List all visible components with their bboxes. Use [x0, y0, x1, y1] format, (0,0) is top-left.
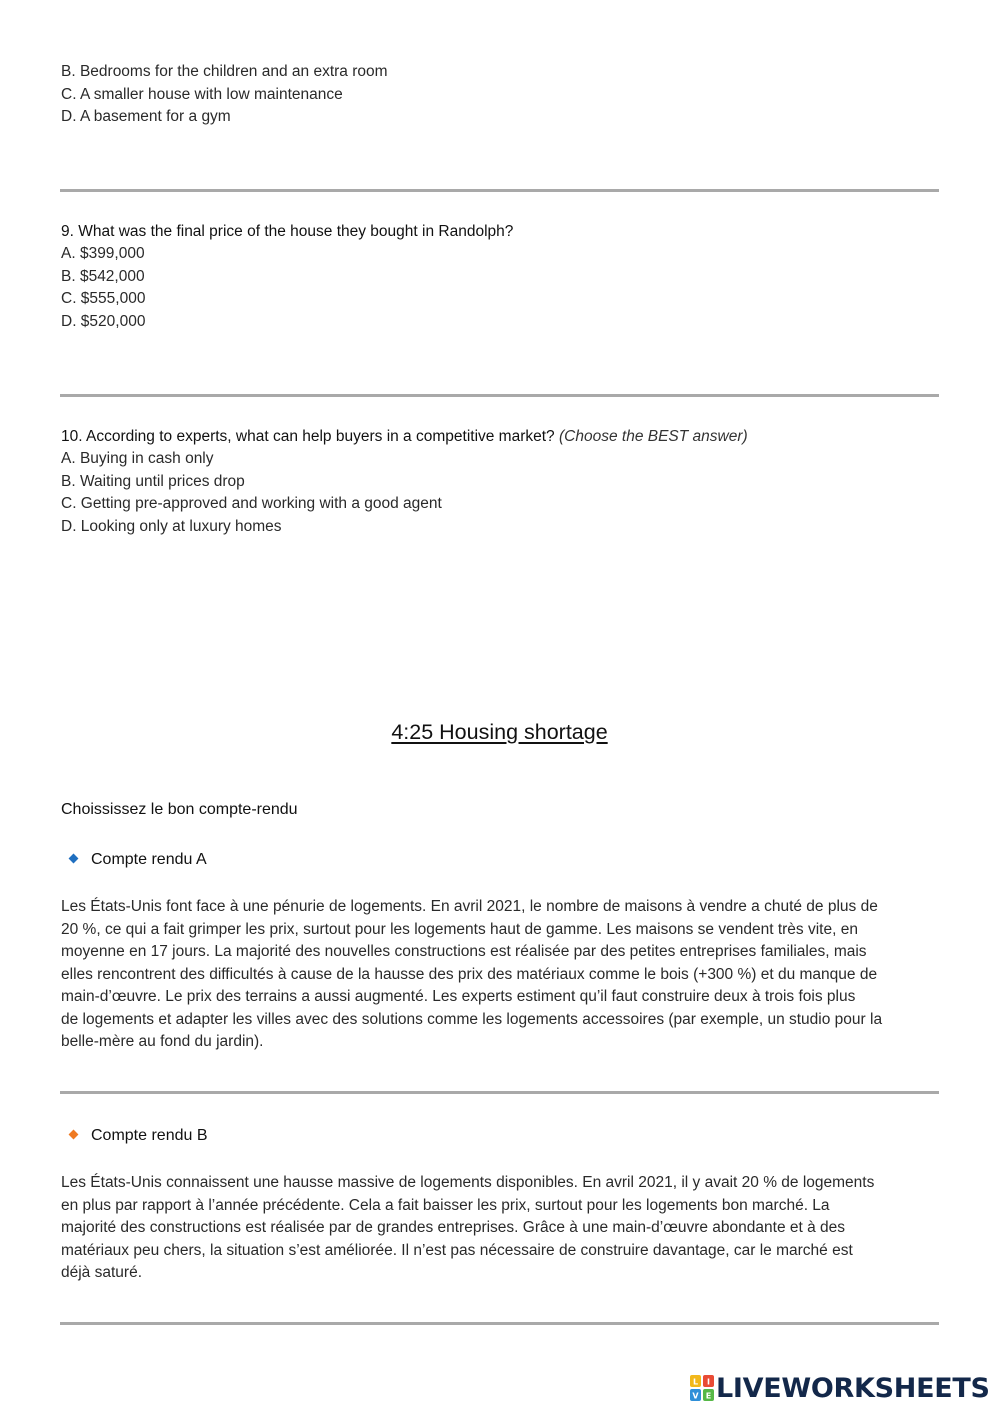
section-title	[0, 718, 999, 746]
summary-b-line: majorité des constructions est réalisée par de grandes entreprises. Grâce à une main-d’œuvre abondante et à des	[61, 1219, 846, 1236]
summary-a-line: belle-mère au fond du jardin).	[61, 1033, 264, 1050]
summary-b-line: matériaux peu chers, la situation s’est améliorée. Il n’est pas nécessaire de construire davantage, car le marché est	[61, 1241, 853, 1259]
summary-a-text	[61, 896, 946, 1054]
answer-divider	[60, 189, 939, 192]
summary-b-title-row	[68, 1125, 208, 1147]
svg-text:V: V	[692, 1391, 699, 1401]
q9-option-a: A. $399,000	[61, 245, 145, 262]
section-instruction: Choississez le bon compte-rendu	[61, 801, 298, 818]
q10-question: 10. According to experts, what can help buyers in a competitive market?	[61, 428, 555, 445]
q9-option-d: D. $520,000	[61, 313, 146, 330]
diamond-bullet-icon	[69, 853, 79, 863]
summary-b-line: Les États-Unis connaissent une hausse massive de logements disponibles. En avril 2021, il y avait 20 % de logements	[61, 1174, 875, 1191]
q10-option-b: B. Waiting until prices drop	[61, 473, 245, 490]
summary-a-title: Compte rendu A	[91, 851, 207, 868]
q9-option-b: B. $542,000	[61, 268, 145, 285]
summary-a-line: moyenne en 17 jours. La majorité des nouvelles constructions est réalisée par des petites entreprises familiales, mais	[61, 943, 867, 960]
answer-divider	[60, 1322, 939, 1325]
svg-text:L: L	[692, 1377, 699, 1387]
q8-option-b: B. Bedrooms for the children and an extra room	[61, 63, 388, 80]
summary-a-line: de logements et adapter les villes avec des solutions comme les logements accessoires (par exemple, un studio pour la	[61, 1010, 883, 1028]
q10-hint: (Choose the BEST answer)	[559, 428, 748, 445]
q8-option-c: C. A smaller house with low maintenance	[61, 86, 343, 103]
q10-question-line	[61, 426, 748, 449]
answer-divider	[60, 1091, 939, 1094]
svg-text:E: E	[705, 1391, 712, 1401]
q8-option-d: D. A basement for a gym	[61, 108, 231, 125]
q9-question: 9. What was the final price of the house they bought in Randolph?	[61, 223, 514, 240]
summary-a-line: main-d’œuvre. Le prix des terrains a aussi augmenté. Les experts estiment qu’il faut construire deux à trois fois plus	[61, 988, 856, 1005]
summary-b-title: Compte rendu B	[91, 1127, 208, 1144]
summary-b-text	[61, 1172, 946, 1285]
q9-option-c: C. $555,000	[61, 290, 146, 307]
answer-divider	[60, 394, 939, 397]
summary-b-line: en plus par rapport à l’année précédente. Cela a fait baisser les prix, surtout pour les logements bon marché. La	[61, 1196, 830, 1214]
summary-a-title-row	[68, 849, 207, 871]
q10-option-c: C. Getting pre-approved and working with a good agent	[61, 495, 442, 512]
q10-option-a: A. Buying in cash only	[61, 450, 214, 467]
summary-a-line: elles rencontrent des difficultés à cause de la hausse des prix des matériaux comme le bois (+300 %) et du manque de	[61, 965, 878, 983]
section-title-text: 4:25 Housing shortage	[391, 720, 608, 744]
diamond-bullet-icon	[69, 1129, 79, 1139]
summary-a-line: Les États-Unis font face à une pénurie de logements. En avril 2021, le nombre de maisons à vendre a chuté de plus de	[61, 898, 878, 915]
summary-a-line: 20 %, ce qui a fait grimper les prix, surtout pour les logements haut de gamme. Les maisons se vendent très vite, en	[61, 920, 858, 938]
svg-text:I: I	[707, 1377, 710, 1387]
liveworksheets-logo-text: LIVEWORKSHEETS	[716, 1373, 990, 1404]
liveworksheets-logo-icon	[690, 1375, 714, 1401]
liveworksheets-logo[interactable]	[688, 1372, 988, 1406]
summary-b-line: déjà saturé.	[61, 1264, 142, 1281]
q10-option-d: D. Looking only at luxury homes	[61, 518, 282, 535]
